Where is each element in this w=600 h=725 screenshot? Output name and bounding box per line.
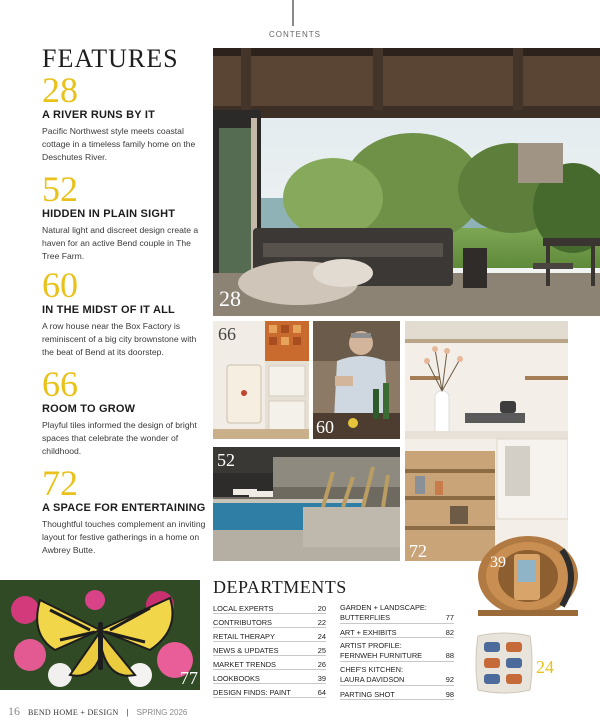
department-name-line2: BUTTERFLIES [340, 613, 391, 622]
feature-entry[interactable] [42, 70, 207, 165]
page-footer [8, 704, 187, 719]
feature-entry[interactable] [42, 265, 207, 360]
department-name: ART + EXHIBITS [340, 628, 397, 637]
department-item[interactable] [340, 624, 454, 638]
feature-description: Playful tiles informed the design of bright spaces that celebrate the wonder of childhood. [42, 420, 197, 457]
department-item[interactable] [340, 662, 454, 686]
department-name: RETAIL THERAPY [213, 632, 275, 641]
departments-left-column [213, 600, 326, 698]
department-page: 92 [445, 675, 454, 684]
department-page: 22 [317, 618, 326, 627]
feature-entry[interactable] [42, 169, 207, 264]
department-name-line1: GARDEN + LANDSCAPE: [340, 603, 427, 612]
pillow-illustration [474, 628, 534, 698]
department-item[interactable] [213, 628, 326, 642]
department-name-line2: LAURA DAVIDSON [340, 675, 405, 684]
department-item[interactable] [213, 670, 326, 684]
department-name: CONTRIBUTORS [213, 618, 272, 627]
department-name-line2: FERNWEH FURNITURE [340, 651, 423, 660]
department-item[interactable] [213, 656, 326, 670]
feature-description: Natural light and discreet design create a haven for an active Bend couple in The Tree Farm. [42, 225, 199, 262]
pillow-page-number: 24 [536, 657, 554, 677]
department-item[interactable] [213, 600, 326, 614]
department-item[interactable] [340, 686, 454, 700]
feature-description: Pacific Northwest style meets coastal cottage in a timeless family home on the Deschutes River. [42, 126, 196, 163]
department-item[interactable] [213, 684, 326, 698]
feature-page-number: 72 [42, 463, 78, 503]
publication-name: BEND HOME + DESIGN [28, 708, 119, 717]
department-name: MARKET TRENDS [213, 660, 276, 669]
department-page: 39 [317, 674, 326, 683]
department-page: 25 [317, 646, 326, 655]
butterfly-illustration [0, 580, 200, 690]
department-page: 24 [317, 632, 326, 641]
feature-headline: A SPACE FOR ENTERTAINING [42, 502, 206, 514]
photo-page-number: 28 [219, 286, 241, 311]
department-item[interactable] [340, 638, 454, 662]
feature-entry[interactable] [42, 364, 207, 459]
feature-description: A row house near the Box Factory is reminiscent of a big city brownstone with the beat of Bend at its doorstep. [42, 321, 197, 358]
department-name-line1: CHEF'S KITCHEN: [340, 665, 404, 674]
department-name: LOCAL EXPERTS [213, 604, 274, 613]
department-name: NEWS & UPDATES [213, 646, 279, 655]
department-name: PARTING SHOT [340, 690, 395, 699]
river-house-illustration [213, 48, 600, 316]
department-name-line1: ARTIST PROFILE: [340, 641, 402, 650]
kids-room-photo[interactable] [213, 321, 309, 439]
department-name: LOOKBOOKS [213, 674, 260, 683]
feature-page-number: 52 [42, 169, 78, 209]
department-name: DESIGN FINDS: PAINT [213, 688, 291, 697]
kitchen-photo[interactable] [405, 321, 568, 561]
feature-headline: HIDDEN IN PLAIN SIGHT [42, 208, 176, 220]
feature-headline: A RIVER RUNS BY IT [42, 109, 156, 121]
top-divider-line [292, 0, 294, 26]
pool-photo[interactable] [213, 447, 400, 561]
page-number: 16 [8, 704, 20, 718]
department-page: 77 [445, 613, 454, 622]
feature-headline: IN THE MIDST OF IT ALL [42, 304, 175, 316]
kitchen-illustration [405, 321, 568, 561]
chef-photo[interactable] [313, 321, 400, 439]
sauna-photo[interactable] [470, 530, 585, 620]
butterfly-photo[interactable] [0, 580, 200, 690]
feature-entry[interactable] [42, 463, 207, 558]
section-label: CONTENTS [269, 30, 321, 39]
department-page: 64 [317, 688, 326, 697]
photo-page-number: 52 [217, 450, 235, 470]
sauna-illustration [470, 530, 585, 620]
departments-right-column [340, 600, 454, 700]
department-item[interactable] [213, 642, 326, 656]
photo-page-number: 39 [490, 554, 506, 571]
department-page: 88 [445, 651, 454, 660]
pillow-photo[interactable] [474, 628, 534, 698]
river-house-photo[interactable] [213, 48, 600, 316]
photo-page-number: 77 [180, 668, 198, 688]
departments-title: DEPARTMENTS [213, 577, 347, 597]
feature-page-number: 60 [42, 265, 78, 305]
footer-separator: | [126, 708, 129, 717]
photo-page-number: 72 [409, 541, 427, 561]
features-title: FEATURES [42, 44, 179, 73]
pool-illustration [213, 447, 400, 561]
department-page: 98 [445, 690, 454, 699]
department-item[interactable] [340, 600, 454, 624]
photo-page-number: 66 [218, 324, 236, 344]
department-page: 20 [317, 604, 326, 613]
feature-page-number: 66 [42, 364, 78, 404]
photo-page-number: 60 [316, 417, 334, 437]
issue-season: SPRING 2026 [136, 708, 188, 717]
department-item[interactable] [213, 614, 326, 628]
department-page: 26 [317, 660, 326, 669]
feature-headline: ROOM TO GROW [42, 403, 136, 415]
feature-page-number: 28 [42, 70, 78, 110]
department-page: 82 [445, 628, 454, 637]
feature-description: Thoughtful touches complement an inviting layout for festive gatherings in a home on Awbrey Butte. [42, 519, 206, 556]
